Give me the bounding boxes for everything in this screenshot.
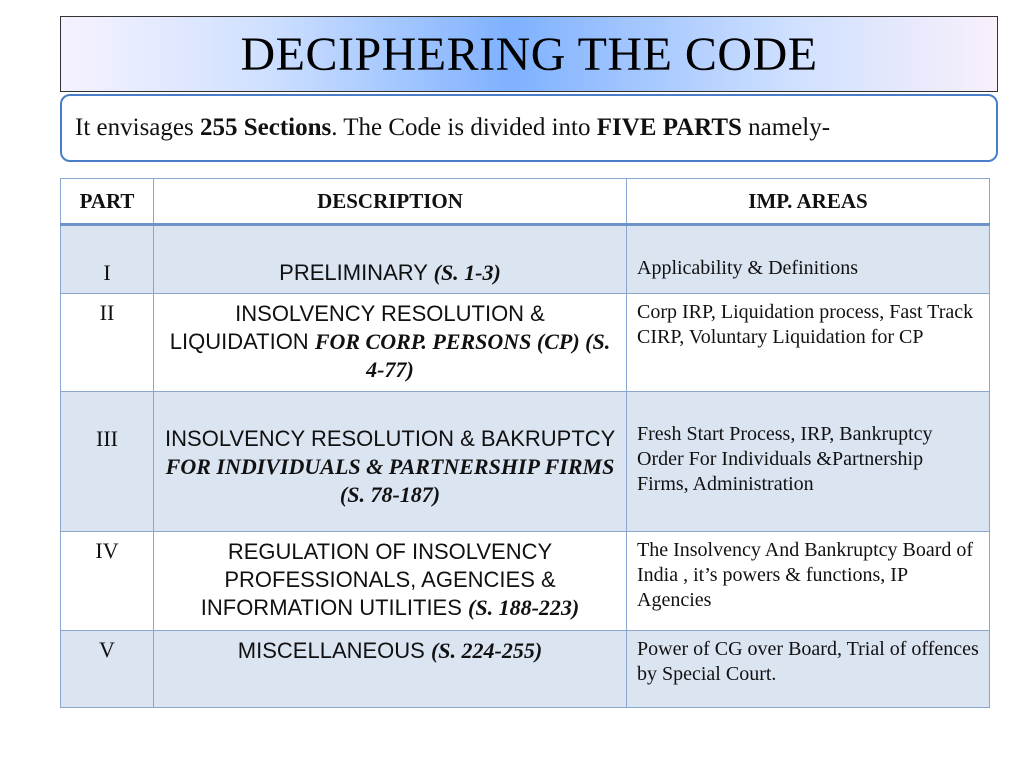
part-description — [154, 225, 627, 294]
intro-pre: It envisages — [75, 114, 200, 141]
imp-areas: Applicability & Definitions — [627, 225, 990, 294]
intro-five-parts: FIVE PARTS — [596, 114, 742, 141]
part-description — [154, 294, 627, 392]
table-row — [61, 225, 990, 294]
part-number: III — [61, 392, 154, 532]
description-text: PRELIMINARY — [279, 260, 434, 285]
description-emphasis: (S. 1-3) — [433, 260, 501, 285]
part-number: II — [61, 294, 154, 392]
page-title: DECIPHERING THE CODE — [240, 27, 818, 81]
imp-areas: The Insolvency And Bankruptcy Board of India , it’s powers & functions, IP Agencies — [627, 532, 990, 631]
description-emphasis: (S. 188-223) — [468, 595, 580, 620]
description-text: INSOLVENCY RESOLUTION & LIQUIDATION — [169, 301, 545, 354]
intro-sections-count: 255 Sections — [199, 114, 332, 141]
parts-table — [60, 178, 990, 708]
table-row — [61, 392, 990, 532]
intro-text — [75, 114, 830, 142]
description-text: REGULATION OF INSOLVENCY PROFESSIONALS, AGENCIES & INFORMATION UTILITIES — [200, 539, 556, 620]
header-imp-areas: IMP. AREAS — [627, 179, 990, 225]
part-description — [154, 532, 627, 631]
intro-callout — [60, 94, 998, 162]
header-description: DESCRIPTION — [154, 179, 627, 225]
imp-areas: Power of CG over Board, Trial of offences by Special Court. — [627, 631, 990, 708]
table-header-row — [61, 179, 990, 225]
description-text: INSOLVENCY RESOLUTION & BAKRUPTCY — [165, 426, 615, 451]
table-row — [61, 532, 990, 631]
intro-mid: . The Code is divided into — [331, 114, 597, 141]
part-number: V — [61, 631, 154, 708]
part-number: I — [61, 225, 154, 294]
imp-areas: Fresh Start Process, IRP, Bankruptcy Order For Individuals &Partnership Firms, Administration — [627, 392, 990, 532]
title-banner — [60, 16, 998, 92]
description-emphasis: FOR CORP. PERSONS (CP) (S. 4-77) — [314, 329, 611, 382]
table-row — [61, 631, 990, 708]
part-number: IV — [61, 532, 154, 631]
description-emphasis: FOR INDIVIDUALS & PARTNERSHIP FIRMS (S. 78-187) — [165, 454, 615, 507]
description-emphasis: (S. 224-255) — [430, 638, 543, 663]
header-part: PART — [61, 179, 154, 225]
description-text: MISCELLANEOUS — [237, 638, 431, 663]
part-description — [154, 392, 627, 532]
intro-post: namely- — [741, 114, 831, 141]
table-row — [61, 294, 990, 392]
imp-areas: Corp IRP, Liquidation process, Fast Track CIRP, Voluntary Liquidation for CP — [627, 294, 990, 392]
part-description — [154, 631, 627, 708]
